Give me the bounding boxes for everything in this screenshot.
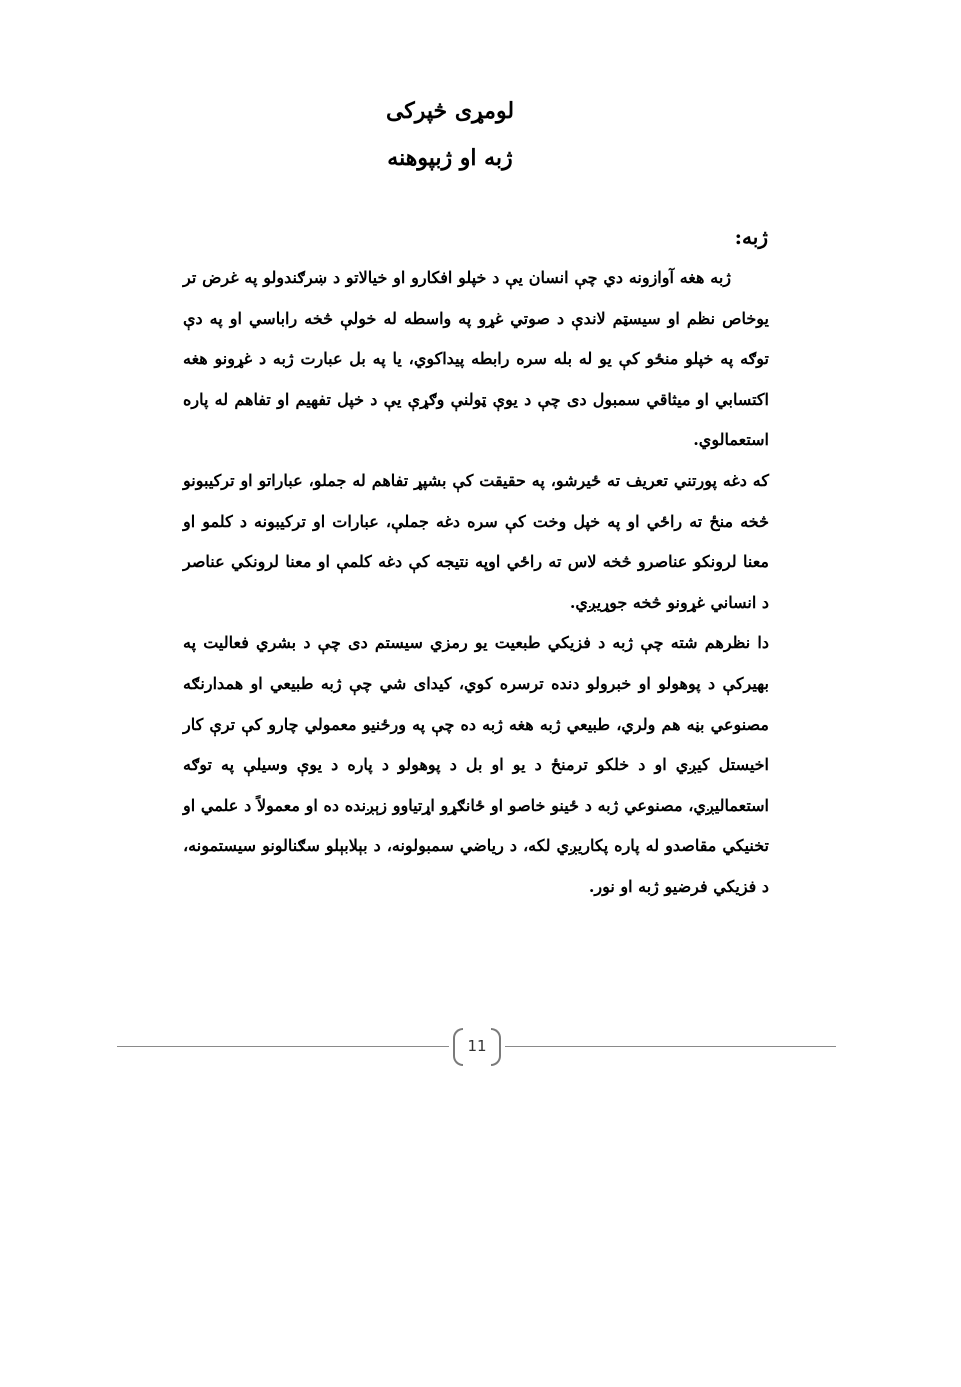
chapter-title: لومړی څپرکی — [385, 98, 515, 124]
section-label: ژبه: — [734, 225, 768, 249]
paragraph-1: ژبه هغه آوازونه دي چې انسان يې د خپلو افکارو او خيالاتو د ښرګندولو په غرض تر يوخاص نظم او سيسټم لاندې د صوتي غړو په واسطه له خولې څخه راباسي او په دې توګه په خپلو منځو کې يو له بله سره رابطه پيداکوي، يا په بل عبارت ژبه د غړونو هغه اکتسابي او ميثاقي سمبول دی چې د يوې ټولنې وګړې يې د خپل تفهيم او تفاهم له پاره استعمالوي. — [183, 268, 769, 450]
left-bracket-icon — [453, 1028, 463, 1066]
page-number: 11 — [467, 1037, 487, 1055]
body-text — [183, 258, 769, 908]
chapter-subtitle: ژبه او ژبپوهنه — [387, 145, 513, 171]
footer-divider-left — [117, 1046, 449, 1047]
paragraph-2: که دغه پورتني تعريف ته ځيرشو، په حقيقت کې بشپړ تفاهم له جملو، عباراتو او ترکيبونو څخه منځ ته راځي او په خپل وخت کې سره دغه جملې، عبارات او ترکيبونه د کلمو او معنا لرونکو عناصرو څخه لاس ته راځي اوپه نتيجه کې دغه کلمې او معنا لرونکي عناصر د انساني غړونو څخه جوړيږي. — [183, 470, 769, 612]
page-number-frame — [449, 1026, 505, 1066]
page-footer — [117, 1026, 836, 1066]
right-bracket-icon — [491, 1028, 501, 1066]
footer-divider-right — [505, 1046, 836, 1047]
paragraph-3: دا نظرهم شته چې ژبه د فزيکي طبعيت يو رمزي سيستم دی چې د بشري فعاليت په بهيرکې د پوهولو او خبرولو دنده ترسره کوي، کيدای شي چې ژبه طبيعي او همدارنګه مصنوعي بڼه هم ولري، طبيعي ژبه هغه ژبه ده چې په ورځنيو معمولي چارو کې ترې کار اخيستل کيږي او د خلکو ترمنځ د يو او بل د پوهولو د پاره د يوې وسيلې په توګه استعماليږي، مصنوعي ژبه د ځينو خاصو او ځانګړو اړتياوو زېږنده ده او معمولاً د علمي او تخنيکي مقاصدو له پاره پکاريږي لکه، د رياضي سمبولونه، د بېلابېلو سګنالونو سيستمونه، د فزيکي فرضيو ژبه او نور. — [183, 633, 769, 896]
